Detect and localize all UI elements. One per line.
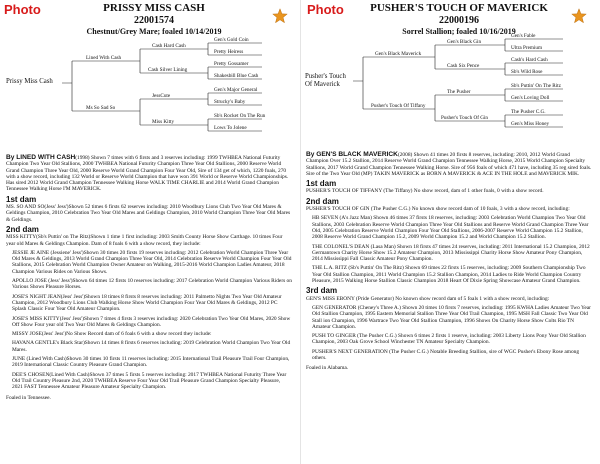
pedigree-ggp-5: Gen's Major General [214, 87, 258, 93]
horse-name: PRISSY MISS CASH [103, 2, 205, 14]
third-dam-heading: 3rd dam [306, 286, 338, 296]
pedigree-ggp-2: Pretty Heiress [214, 49, 244, 55]
list-item: HAVANA GENTLE's Black Star)Shown 14 times 8 firsts 6 reserves including: 2019 Celebration World Champion Two Year Old Mares. [12, 340, 291, 353]
sire-intro-text: Shown 41 times 20 firsts 8 reserves, including: 2010, 2012 World Grand Champion Over 15.2 Stallion, 2014 Reserve World Grand Champion Tennessee Walking Horse, 2015 World Champion Specialty Stallions, 2017 World Grand Champion Tennessee Walking Horse. Sire of 956 foals of which 471 have, including 35 reg sired foals. Sire of the Two Year Old (MP) TAKIN MAVERICK as BORN A MAVERICK & ACE IN THE HOLE and MAVERICK MIK. [306, 152, 592, 177]
list-item: PUSHER'S NEXT GENERATION (The Pusher C.G.) Notable Breeding Stallion, sire of WGC Pusher's Ebony Rose among others. [312, 348, 580, 362]
photo-label: Photo [307, 2, 344, 17]
first-dam-text: MS. SO AND SO(Jess' Jess')Shown 52 times 6 firsts 62 reserves including: 2010 Woodbury Lions Club Two Year Old Mares & Geldings Champion, 2010 Celebration Two Year Old Mares and Geldings Champion, 2010 World Champion Three Year Old Mares & Geldings. [6, 204, 291, 223]
sire-intro-label: By LINED WITH CASH [6, 154, 76, 161]
second-dam-intro: PUSHER'S TOUCH OF GIN (The Pusher C.G.) No known show record dam of 10 foals, 3 with a show record, including: [306, 206, 570, 213]
pedigree-ggp-1: Gen's Gold Coin [214, 37, 249, 43]
pedigree-dam-sire: The Pusher [447, 89, 471, 95]
list-item: THE COLONEL'S DEAN (Lasa Man) Shown 18 firsts 47 times 24 reserves, including: 2011 International 15.2 Champion, 2012 Germantown Charity Horse Show 15.2 Amateur Champion, 2013 Mississippi Charity Horse Show Amateur Pony Champion, 2014 Mississippi Fall Classic Amateur Pony Champion. [312, 243, 590, 263]
pedigree-sire-dam: Cash Silver Lining [148, 67, 188, 73]
pedigree-ggp-5: Sb's Puttin' On The Ritz [511, 83, 561, 89]
pedigree-subject: Pusher's Touch Of Maverick [305, 73, 346, 88]
list-item: DEE'S CHOSEN(Lined With Cash)Shown 37 times 5 firsts 5 reserves including: 2017 TWHBEA National Futurity Three Year Old Trail Country Pleasure 2nd, 2020 TWHBEA Reserve Four Year Old Trail Pleasure Grand Champion Specialty Pleasure, 2021 FAST Tennessee Amateur Pleasure Amateur Specialty Champion. [12, 371, 287, 391]
pedigree-ggp-4: Sb's Wild Rose [511, 69, 543, 75]
pedigree-chart [0, 33, 300, 153]
pedigree-ggp-8: Lows To Jolene [214, 125, 247, 131]
photo-label: Photo [4, 2, 41, 17]
list-item: APOLLO JOSE (Jess' Jess')Shown 64 times 12 firsts 10 reserves including: 2017 Celebration World Champion Various Riders on Various Shows Pleasure Horses. [12, 278, 292, 291]
first-dam-text: PUSHER'S TOUCH OF TIFFANY (The Tiffany) No show record, dam of 1 other foals, 0 with a show record. [306, 188, 544, 195]
list-item: JUNE (Lined With Cash)Shown 30 times 10 firsts 11 reserves including: 2015 International Trail Pleasure Trail Four Champion, 2019 International Classic Country Pleasure Grand Champion. [12, 356, 290, 369]
second-dam-heading: 2nd dam [6, 224, 39, 234]
pedigree-subject: Prissy Miss Cash [6, 78, 53, 85]
list-item: HB SEVEN (A's Jazz Man) Shown 46 times 37 firsts 18 reserves, including: 2003 Celebration World Champion Two Year Old Stallions, 2003 Celebration Reserve World Champion Three Year Old Stallions and Reserve World Grand Champion Three Year Old, 2005 Celebration Reserve World Champion Four Year Old Stallions, 2006-2007 Reserve World Champion 15.2 Stallion, 2008 Reserve World Grand Champion 15.2, 2009 World Champion 15.2 and World Champion 15.2 Stallion. [312, 215, 589, 241]
pedigree-sire: Lined With Cash [86, 55, 122, 61]
third-dam-intro: GEN'S MISS EBONY (Pride Generator) No known show record dam of 5 foals 1 with a show record, including: [306, 295, 550, 302]
horse-description: Chestnut/Grey Mare; foaled 10/14/2019 [86, 27, 222, 36]
second-dam-intro: MISS KITTY(Sb's Puttin' on The Ritz)Shown 1 time 1 first including: 2003 Smith County Horse Show Carthage. 10 times Four year old Mares & Geldings Champion. Dam of 8 foals 6 with a show record, they include: [6, 234, 283, 247]
pedigree-ggp-3: Pretty Gossamer [214, 61, 249, 67]
pedigree-dam-sire: JessCute [152, 93, 171, 99]
pedigree-dam-dam: Miss Kitty [152, 119, 175, 125]
sire-intro-text: Shown 7 times with 6 firsts and 3 reserves including: 1999 TWHBEA National Futurity Champion Two Year Old Stallions, 2000 TWHBEA National Futurity Champion Three Year Old Stallions, 2000 Reserve World Grand Champion Three Year Old, 2000 Reserve World Grand Champion Four Year Old, Sire of 134 get of which, 1220 foals, 270 with a show record, including 132 World or Reserve World Champion that have won 391 World or Reserve World Championships. Has sired 2012 World Grand Champion Tennessee Walking Horse WALK TIME CHARLIE and 2014 World Grand Champion Tennessee Walking Horse I'M MAVERICK. [6, 155, 289, 193]
pedigree-ggp-1: Gen's Fable [511, 33, 536, 39]
performance-text [306, 152, 592, 375]
star-icon [571, 8, 587, 24]
pedigree-ggp-3: Cash's Hard Cash [511, 57, 548, 63]
pedigree-ggp-7: The Pusher C.G. [511, 109, 546, 115]
sire-intro: By LINED WITH CASH(1998) Shown 7 times with 6 firsts and 3 reserves including: 1999 TWHBEA National Futurity Champion Two Year Old Stallions, 2000 TWHBEA National Futurity Champion Three Year Old Stallions, 2000 Reserve World Grand Champion Three Year Old, 2000 Reserve World Grand Champion Four Year Old, Sire of 134 get of which, 1220 foals, 270 with a show record, including 132 World or Reserve World Champion that have won 391 World or Reserve World Championships. Has sired 2012 World Grand Champion Tennessee Walking Horse WALK TIME CHARLIE and 2014 World Grand Champion Tennessee Walking Horse I'M MAVERICK. [6, 154, 289, 193]
pedigree-dam: Ms So Sad So [86, 105, 116, 111]
pedigree-chart [301, 33, 600, 153]
pedigree-ggp-4: Shakesbill Blue Cash [214, 73, 259, 79]
list-item: PUSH TO GINGER (The Pusher C.G.) Shown 6 times 2 firsts 1 reserve, including: 2003 Liberty Lions Pony Year Old Stallion Champion, 2003 Oak Grove School Winchester TN Amateur Specialty Champion. [312, 333, 586, 346]
pedigree-sire-sire: Cash Hard Cash [152, 43, 186, 49]
pedigree-dam-dam: Pusher's Touch Of Gin [441, 115, 489, 121]
first-dam-heading: 1st dam [306, 179, 337, 189]
list-item: JOSE'S MISS KITTY(Jess' Jess')Shown 7 times 4 firsts 3 reserves including: 2020 Celebration Two Year Old Mares, 2020 Show Off Show Four year old Two Year Old Mares & Geldings Champion. [12, 315, 291, 328]
performance-text [6, 155, 292, 404]
star-icon [272, 8, 288, 24]
pedigree-ggp-8: Gen's Miss Honey [511, 121, 550, 127]
pedigree-sire-dam: Cash Six Pence [447, 63, 480, 69]
footer-note: Foaled in Tennessee. [6, 394, 51, 401]
pedigree-ggp-6: Strucky's Baby [214, 99, 246, 105]
pedigree-dam: Pusher's Touch Of Tiffany [371, 103, 426, 109]
pedigree-ggp-7: Sb's Rocket On The Run [214, 113, 266, 119]
first-dam-heading: 1st dam [6, 194, 37, 204]
list-item: JESSIE JE AINE (Jessiene' Jess')Shown 30 times 20 firsts 19 reserves including: 2012 Celebration World Champion Three Year Old Mares & Geldings, 2013 World Grand Champion Three Year Old, 2014 Celebration Reserve World Champion Four Year Old Stallions, 2015 Celebration World Champion Owner Amateur on Walking, 2015-2016 World Champion Ladies Amateur, 2018 Champion Various Rides on Various Shows. [12, 249, 292, 275]
registration-number: 22001574 [134, 14, 174, 26]
footer-note: Foaled in Alabama. [306, 365, 349, 372]
sire-intro-label: By GEN'S BLACK MAVERICK [306, 151, 398, 158]
horse-description: Sorrel Stallion; foaled 10/16/2019 [402, 27, 516, 36]
horse-name: PUSHER'S TOUCH OF MAVERICK [370, 2, 548, 14]
pedigree-lines [0, 33, 300, 153]
list-item: MISSY JOSE(Jess' Jess')No Show Record dam of 6 foals 6 with a show record they include: [12, 331, 212, 338]
registration-number: 22000196 [439, 14, 479, 26]
list-item: GEN GENERATOR (Cheney's Three A.) Shown 20 times 10 firsts 7 reserves, including: 1995 KWHA Ladies Amateur Two Year Old Stallion Champion, 1995 Eastern Memorial Stallion Three Year Old Trail Champion, 1995 MSH Fall Classic Two Year Old Stall ion Champion, 1996 Wartrace Two Year Old Stallion Champion, 1996 Shows On Charity Horse Show Colts Rio TN Amateur Champion. [312, 304, 591, 330]
pedigree-ggp-2: Ultra Premium [511, 45, 542, 51]
second-dam-heading: 2nd dam [306, 196, 339, 206]
pedigree-sire-sire: Gen's Black Gin [447, 39, 482, 45]
list-item: JOSE'S NIGHT JEAN(Jess' Jess')Shown 18 times 8 firsts 8 reserves including: 2011 Palmetto Nights Two Year Old Amateur Champion, 2012 Woodbury Lions Club Walking Horse Show World Champion Four Year Old Mares & Geldings, 2012 PC Splash Classic Four Year Old Amateur Champion. [12, 293, 282, 313]
pedigree-sire: Gen's Black Maverick [375, 51, 422, 57]
right-page [300, 0, 600, 464]
sire-intro: By GEN'S BLACK MAVERICK(2008) Shown 41 times 20 firsts 8 reserves, including: 2010, 2012 World Grand Champion Over 15.2 Stallion, 2014 Reserve World Grand Champion Tennessee Walking Horse, 2015 World Champion Specialty Stallions, 2017 World Grand Champion Tennessee Walking Horse. Sire of 956 foals of which 471 have, including 35 reg sired foals. Sire of the Two Year Old (MP) TAKIN MAVERICK as BORN A MAVERICK & ACE IN THE HOLE and MAVERICK MIK. [306, 151, 592, 177]
list-item: THE L.A. RITZ (Sb's Puttin' On The Ritz) Shown 69 times 22 firsts 15 reserves, including: 2009 Southern Championship Two Year Old Stallion Champion, 2011 World Champion 15.2 Stallion Champion, 2014 Ladies to Ride World Champion Country Pleasure, 2015 Walking Horse Stallion Classic Champion 2018 Heart Of Dixie Spring Showcase Amateur Grand Champion. [312, 265, 586, 285]
pedigree-ggp-6: Gen's Loving Doll [511, 95, 550, 101]
